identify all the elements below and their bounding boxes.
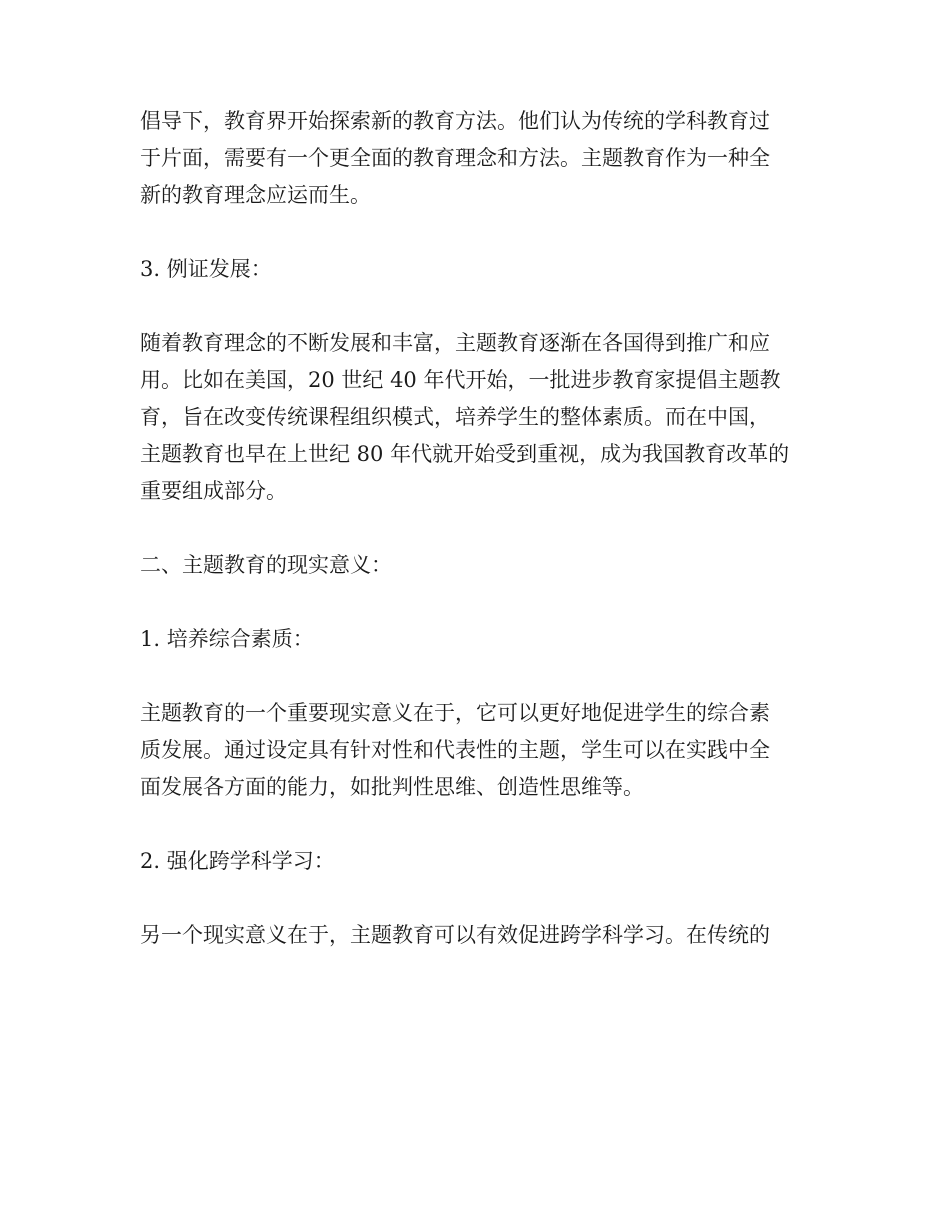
section-heading-practical-significance: 二、主题教育的现实意义： (140, 553, 392, 577)
subsection-heading-interdisciplinary: 2. 强化跨学科学习： (140, 849, 335, 873)
text-line: 倡导下，教育界开始探索新的教育方法。他们认为传统的学科教育过 (140, 109, 770, 133)
text-line: 于片面，需要有一个更全面的教育理念和方法。主题教育作为一种全 (140, 146, 770, 170)
text-line: 面发展各方面的能力，如批判性思维、创造性思维等。 (140, 775, 644, 799)
text-line: 新的教育理念应运而生。 (140, 183, 371, 207)
text-line: 质发展。通过设定具有针对性和代表性的主题，学生可以在实践中全 (140, 738, 770, 762)
text-line: 主题教育也早在上世纪 80 年代就开始受到重视，成为我国教育改革的 (140, 442, 790, 466)
text-line: 另一个现实意义在于，主题教育可以有效促进跨学科学习。在传统的 (140, 923, 770, 947)
paragraph-comprehensive-quality (140, 695, 820, 806)
section-heading-example-development: 3. 例证发展： (140, 257, 272, 281)
text-line: 重要组成部分。 (140, 479, 287, 503)
text-line: 育，旨在改变传统课程组织模式，培养学生的整体素质。而在中国， (140, 405, 770, 429)
text-line: 随着教育理念的不断发展和丰富，主题教育逐渐在各国得到推广和应 (140, 331, 770, 355)
document-body (140, 103, 820, 991)
paragraph-intro-continued (140, 103, 820, 214)
subsection-heading-comprehensive-quality: 1. 培养综合素质： (140, 627, 314, 651)
paragraph-example-development (140, 325, 820, 510)
text-line: 主题教育的一个重要现实意义在于，它可以更好地促进学生的综合素 (140, 701, 770, 725)
paragraph-interdisciplinary (140, 917, 820, 954)
text-line: 用。比如在美国，20 世纪 40 年代开始，一批进步教育家提倡主题教 (140, 368, 781, 392)
